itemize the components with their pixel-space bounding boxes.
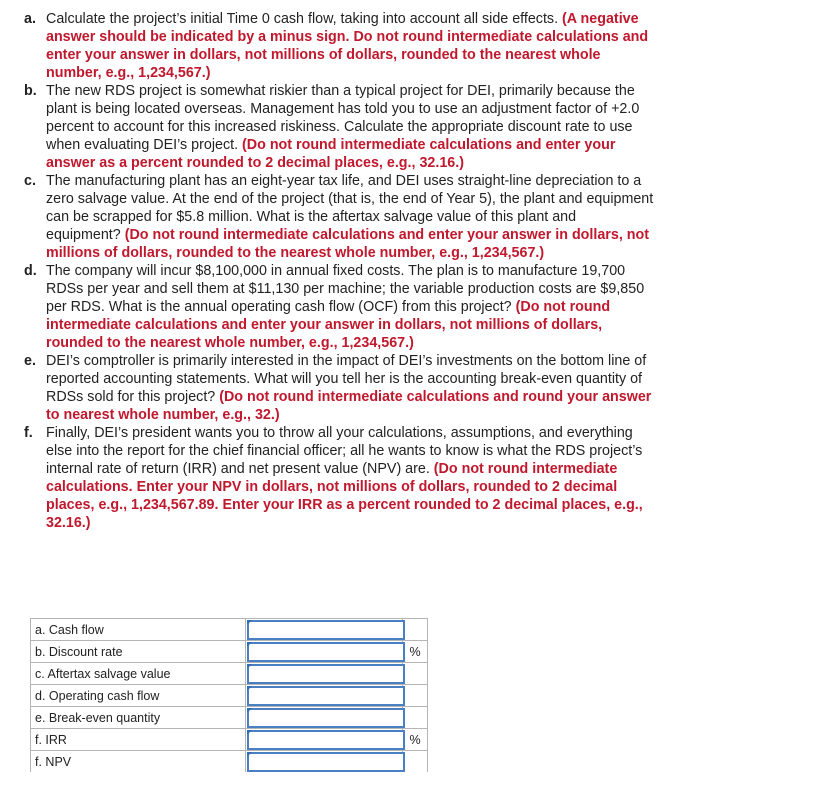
question-text: The company will incur $8,100,000 in annual fixed costs. The plan is to manufacture 19,700 RDSs per year and sell them at $11,130 per machine; the variable production costs are $9,850 per RDS. What is the annual operating cash flow (OCF) from this project? bbox=[46, 263, 645, 315]
question-instruction: (Do not round intermediate calculations and enter your answer in dollars, not millions of dollars, rounded to the nearest whole number, e.g., 1,234,567.) bbox=[46, 299, 611, 351]
percent-unit: % bbox=[403, 729, 428, 751]
question-letter: e. bbox=[24, 353, 36, 369]
answer-label: e. Break-even quantity bbox=[31, 707, 246, 729]
answer-row-irr bbox=[31, 729, 428, 751]
answer-label: f. NPV bbox=[31, 751, 246, 773]
question-text: The new RDS project is somewhat riskier than a typical project for DEI, primarily because the plant is being located overseas. Management has told you to use an adjustment factor of +2.0 percent to account for this increased riskiness. Calculate the appropriate discount rate to use when evaluating DEI’s project. bbox=[46, 83, 640, 153]
aftertax-salvage-input[interactable] bbox=[247, 664, 405, 684]
answer-row-npv bbox=[31, 751, 428, 773]
answer-label: a. Cash flow bbox=[31, 619, 246, 641]
question-instruction: (Do not round intermediate calculations and enter your answer in dollars, not millions of dollars, rounded to the nearest whole number, e.g., 1,234,567.) bbox=[46, 227, 649, 261]
answer-row-break-even bbox=[31, 707, 428, 729]
answer-table bbox=[30, 618, 428, 772]
question-text: Calculate the project’s initial Time 0 cash flow, taking into account all side effects. bbox=[46, 11, 563, 27]
answer-unit bbox=[403, 751, 428, 773]
question-letter: a. bbox=[24, 11, 36, 27]
question-text: Finally, DEI’s president wants you to throw all your calculations, assumptions, and everything else into the report for the chief financial officer; all he wants to know is what the RDS project’s internal rate of return (IRR) and net present value (NPV) are. bbox=[46, 425, 643, 477]
question-b bbox=[24, 82, 654, 172]
npv-input[interactable] bbox=[247, 752, 405, 772]
answer-label: b. Discount rate bbox=[31, 641, 246, 663]
question-letter: c. bbox=[24, 173, 36, 189]
answer-row-discount-rate bbox=[31, 641, 428, 663]
question-instruction: (A negative answer should be indicated by a minus sign. Do not round intermediate calculations and enter your answer in dollars, not millions of dollars, rounded to the nearest whole number, e.g., 1,234,567.) bbox=[46, 11, 649, 81]
operating-cash-flow-input[interactable] bbox=[247, 686, 405, 706]
question-e bbox=[24, 352, 654, 424]
question-f bbox=[24, 424, 654, 532]
answer-label: f. IRR bbox=[31, 729, 246, 751]
irr-input[interactable] bbox=[247, 730, 405, 750]
question-letter: b. bbox=[24, 83, 37, 99]
question-letter: d. bbox=[24, 263, 37, 279]
answer-label: d. Operating cash flow bbox=[31, 685, 246, 707]
answer-row-operating-cash-flow bbox=[31, 685, 428, 707]
question-instruction: (Do not round intermediate calculations and enter your answer as a percent rounded to 2 decimal places, e.g., 32.16.) bbox=[46, 137, 616, 171]
question-instruction: (Do not round intermediate calculations. Enter your NPV in dollars, not millions of dollars, rounded to 2 decimal places, e.g., 1,234,567.89. Enter your IRR as a percent rounded to 2 decimal places, e.g., 32.16.) bbox=[46, 461, 643, 531]
answer-unit bbox=[403, 707, 428, 729]
question-d bbox=[24, 262, 654, 352]
cash-flow-input[interactable] bbox=[247, 620, 405, 640]
question-instruction: (Do not round intermediate calculations and round your answer to nearest whole number, e.g., 32.) bbox=[46, 389, 652, 423]
question-text: The manufacturing plant has an eight-year tax life, and DEI uses straight-line depreciation to a zero salvage value. At the end of the project (that is, the end of Year 5), the plant and equipment can be scrapped for $5.8 million. What is the aftertax salvage value of this plant and equipment? bbox=[46, 173, 654, 243]
answer-unit bbox=[403, 619, 428, 641]
answer-row-aftertax-salvage bbox=[31, 663, 428, 685]
break-even-quantity-input[interactable] bbox=[247, 708, 405, 728]
question-a bbox=[24, 10, 654, 82]
question-c bbox=[24, 172, 654, 262]
question-text: DEI’s comptroller is primarily interested in the impact of DEI’s investments on the bottom line of reported accounting statements. What will you tell her is the accounting break-even quantity of RDSs sold for this project? bbox=[46, 353, 647, 405]
answer-row-cash-flow bbox=[31, 619, 428, 641]
percent-unit: % bbox=[403, 641, 428, 663]
question-list bbox=[24, 10, 654, 532]
question-letter: f. bbox=[24, 425, 33, 441]
discount-rate-input[interactable] bbox=[247, 642, 405, 662]
answer-unit bbox=[403, 685, 428, 707]
answer-unit bbox=[403, 663, 428, 685]
answer-label: c. Aftertax salvage value bbox=[31, 663, 246, 685]
